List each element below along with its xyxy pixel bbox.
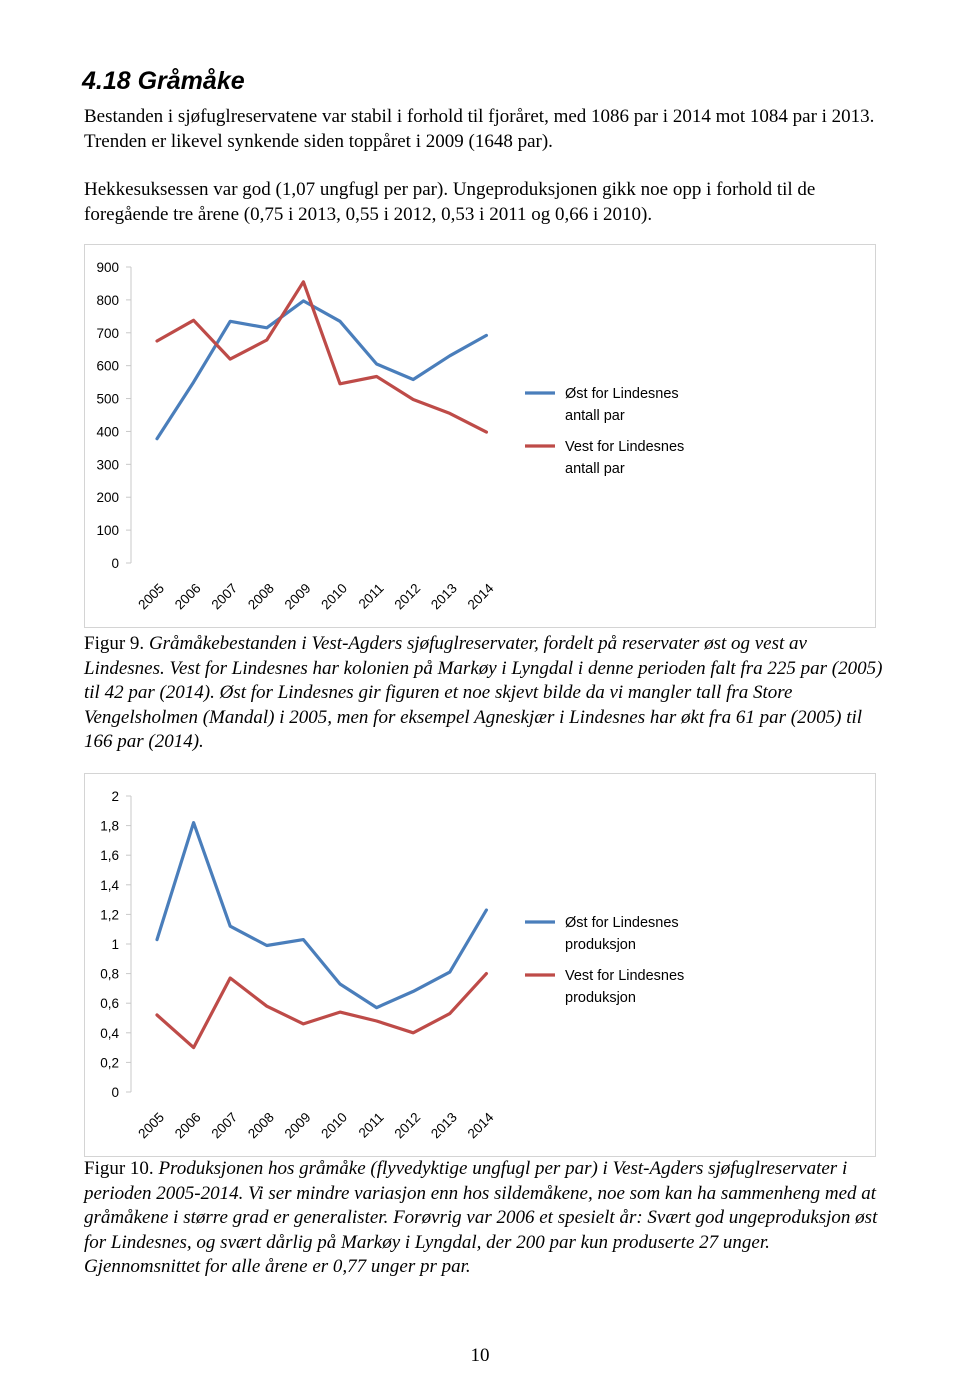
chart2-y-tick-label: 1,4: [100, 877, 119, 893]
chart-population-svg: [85, 245, 875, 627]
chart2-x-tick-label: 2006: [171, 1109, 204, 1142]
chart2-y-tick-label: 0,2: [100, 1055, 119, 1071]
chart-production: [84, 773, 876, 1157]
chart1-y-tick-label: 600: [96, 358, 119, 374]
chart-production-svg: [85, 774, 875, 1156]
figure-9-label: Figur 9.: [84, 633, 149, 654]
chart2-x-tick-label: 2011: [355, 1109, 387, 1141]
chart1-legend-label: antall par: [565, 461, 625, 477]
chart2-legend-label: produksjon: [565, 937, 636, 953]
chart2-x-tick-label: 2012: [391, 1109, 424, 1142]
chart1-x-tick-label: 2011: [355, 580, 387, 612]
chart1-y-tick-label: 0: [111, 556, 119, 571]
chart1-x-tick-label: 2009: [281, 580, 314, 613]
chart1-y-tick-label: 800: [96, 292, 119, 308]
chart2-legend-label: Vest for Lindesnes: [565, 968, 685, 984]
chart1-legend-label: Vest for Lindesnes: [565, 439, 685, 455]
chart1-y-tick-label: 400: [96, 424, 119, 440]
figure-9-caption: [84, 632, 884, 755]
chart2-legend-label: produksjon: [565, 990, 636, 1006]
figure-10-text: Produksjonen hos gråmåke (flyvedyktige ungfugl per par) i Vest-Agders sjøfuglreservater i perioden 2005-2014. Vi ser mindre variasjon enn hos sildemåkene, noe som kan ha sammenheng med at gråmåkene i større grad er generalister. Forøvrig var 2006 et spesielt år: Svært god ungeproduksjon øst for Lindesnes, og svært dårlig på Markøy i Lyngdal, der 200 par kun produserte 27 unger. Gjennomsnittet for alle årene er 0,77 unger pr par.: [84, 1158, 878, 1277]
chart1-x-tick-label: 2014: [464, 580, 497, 613]
chart1-x-tick-label: 2013: [428, 580, 460, 613]
chart2-x-tick-label: 2005: [135, 1109, 168, 1142]
figure-9-text: Gråmåkebestanden i Vest-Agders sjøfuglreservater, fordelt på reservater øst og vest av Lindesnes. Vest for Lindesnes har kolonien på Markøy i Lyngdal i denne perioden falt fra 225 par (2005) til 42 par (2014). Øst for Lindesnes gir figuren et noe skjevt bilde da vi mangler tall fra Store Vengelsholmen (Mandal) i 2005, men for eksempel Agneskjær i Lindesnes har økt fra 61 par (2005) til 166 par (2014).: [84, 633, 883, 752]
chart1-series-east-line: [157, 301, 486, 439]
chart1-y-tick-label: 100: [96, 523, 119, 539]
chart2-y-tick-label: 1,2: [100, 907, 119, 923]
page-number: 10: [470, 1345, 490, 1366]
chart2-y-tick-label: 0,4: [100, 1025, 119, 1041]
chart1-legend-label: Øst for Lindesnes: [565, 386, 679, 402]
chart2-y-tick-label: 1: [111, 937, 119, 952]
chart2-x-tick-label: 2010: [318, 1109, 351, 1142]
figure-10-label: Figur 10.: [84, 1158, 159, 1179]
chart2-y-tick-label: 1,8: [100, 818, 119, 834]
chart2-x-tick-label: 2008: [245, 1109, 277, 1142]
chart2-y-tick-label: 1,6: [100, 848, 119, 864]
chart2-y-tick-label: 0,6: [100, 996, 119, 1012]
chart2-x-tick-label: 2007: [208, 1109, 241, 1142]
chart1-x-tick-label: 2008: [245, 580, 277, 613]
chart1-series-west-line: [157, 282, 486, 432]
chart1-x-tick-label: 2012: [391, 580, 424, 613]
chart1-x-tick-label: 2010: [318, 580, 351, 613]
chart2-x-tick-label: 2013: [428, 1109, 460, 1142]
paragraph-population: Bestanden i sjøfuglreservatene var stabil i forhold til fjoråret, med 1086 par i 2014 mot 1084 par i 2013. Trenden er likevel synkende siden toppåret i 2009 (1648 par).: [84, 106, 875, 152]
chart2-y-tick-label: 2: [111, 789, 119, 804]
chart1-x-tick-label: 2005: [135, 580, 168, 613]
chart1-x-tick-label: 2007: [208, 580, 241, 613]
chart-population: [84, 244, 876, 628]
chart1-y-tick-label: 300: [96, 457, 119, 473]
chart2-y-tick-label: 0: [111, 1085, 119, 1100]
section-heading: 4.18 Gråmåke: [82, 67, 245, 95]
figure-10-caption: [84, 1157, 884, 1280]
chart1-y-tick-label: 900: [96, 260, 119, 275]
chart2-series-west-line: [157, 974, 486, 1048]
chart2-legend-label: Øst for Lindesnes: [565, 915, 679, 931]
chart1-x-tick-label: 2006: [171, 580, 204, 613]
chart1-y-tick-label: 200: [96, 490, 119, 506]
chart2-x-tick-label: 2014: [464, 1109, 497, 1142]
chart1-y-tick-label: 500: [96, 391, 119, 407]
chart1-legend-label: antall par: [565, 408, 625, 424]
chart2-series-east-line: [157, 823, 486, 1008]
chart2-x-tick-label: 2009: [281, 1109, 314, 1142]
chart2-y-tick-label: 0,8: [100, 966, 119, 982]
paragraph-breeding-success: Hekkesuksessen var god (1,07 ungfugl per par). Ungeproduksjonen gikk noe opp i forhold til de foregående tre årene (0,75 i 2013, 0,55 i 2012, 0,53 i 2011 og 0,66 i 2010).: [84, 179, 816, 225]
chart1-y-tick-label: 700: [96, 325, 119, 341]
